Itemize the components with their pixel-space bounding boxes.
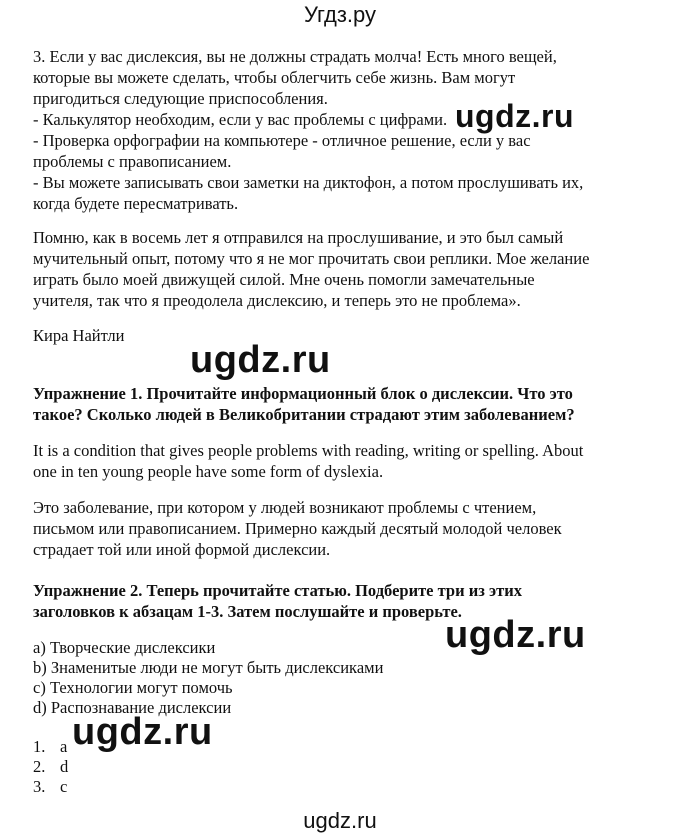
watermark: ugdz.ru (72, 711, 213, 753)
watermark: ugdz.ru (455, 98, 575, 134)
exercise-2-heading: Упражнение 2. Теперь прочитайте статью. Подберите три из этих (33, 581, 522, 600)
header-site-name: Угдз.ру (303, 2, 377, 27)
answer-letter: d (60, 757, 69, 776)
heading-option: c) Технологии могут помочь (33, 678, 233, 697)
russian-answer-line: письмом или правописанием. Примерно каждый десятый молодой человек (33, 519, 562, 538)
text-line: - Калькулятор необходим, если у вас проблемы с цифрами. (33, 110, 448, 129)
answer-number: 2. (33, 757, 46, 776)
text-line: учителя, так что я преодолела дислексию, и теперь это не проблема». (33, 291, 521, 310)
russian-answer-line: Это заболевание, при котором у людей возникают проблемы с чтением, (33, 498, 537, 517)
english-answer-line: It is a condition that gives people problems with reading, writing or spelling. About (33, 441, 584, 460)
exercise-2-heading: заголовков к абзацам 1-3. Затем послушайте и проверьте. (33, 602, 462, 621)
exercise-1-heading: Упражнение 1. Прочитайте информационный блок о дислексии. Что это (33, 384, 573, 403)
answer-letter: c (60, 777, 68, 796)
english-answer-line: one in ten young people have some form of dyslexia. (33, 462, 384, 481)
text-line: играть было моей движущей силой. Мне очень помогли замечательные (33, 270, 535, 289)
signature: Кира Найтли (33, 326, 125, 345)
text-line: - Вы можете записывать свои заметки на диктофон, а потом прослушивать их, (33, 173, 584, 192)
heading-option: d) Распознавание дислексии (33, 698, 232, 717)
text-line: Помню, как в восемь лет я отправился на прослушивание, и это был самый (33, 228, 564, 247)
answer-number: 1. (33, 737, 46, 756)
text-line: когда будете пересматривать. (33, 194, 239, 213)
russian-answer-line: страдает той или иной формой дислексии. (33, 540, 331, 559)
footer-site-name: ugdz.ru (303, 808, 377, 833)
text-line: пригодиться следующие приспособления. (33, 89, 328, 108)
answer-letter: a (60, 737, 68, 756)
watermark: ugdz.ru (190, 339, 331, 381)
exercise-1-heading: такое? Сколько людей в Великобритании страдают этим заболеванием? (33, 405, 575, 424)
watermark: ugdz.ru (445, 614, 586, 656)
text-line: мучительный опыт, потому что я не мог прочитать свои реплики. Мое желание (33, 249, 590, 268)
heading-option: a) Творческие дислексики (33, 638, 216, 657)
text-line: проблемы с правописанием. (33, 152, 232, 171)
text-line: 3. Если у вас дислексия, вы не должны страдать молча! Есть много вещей, (33, 47, 557, 66)
text-line: которые вы можете сделать, чтобы облегчить себе жизнь. Вам могут (33, 68, 516, 87)
answer-number: 3. (33, 777, 46, 796)
text-line: - Проверка орфографии на компьютере - отличное решение, если у вас (33, 131, 531, 150)
heading-option: b) Знаменитые люди не могут быть дислексиками (33, 658, 384, 677)
